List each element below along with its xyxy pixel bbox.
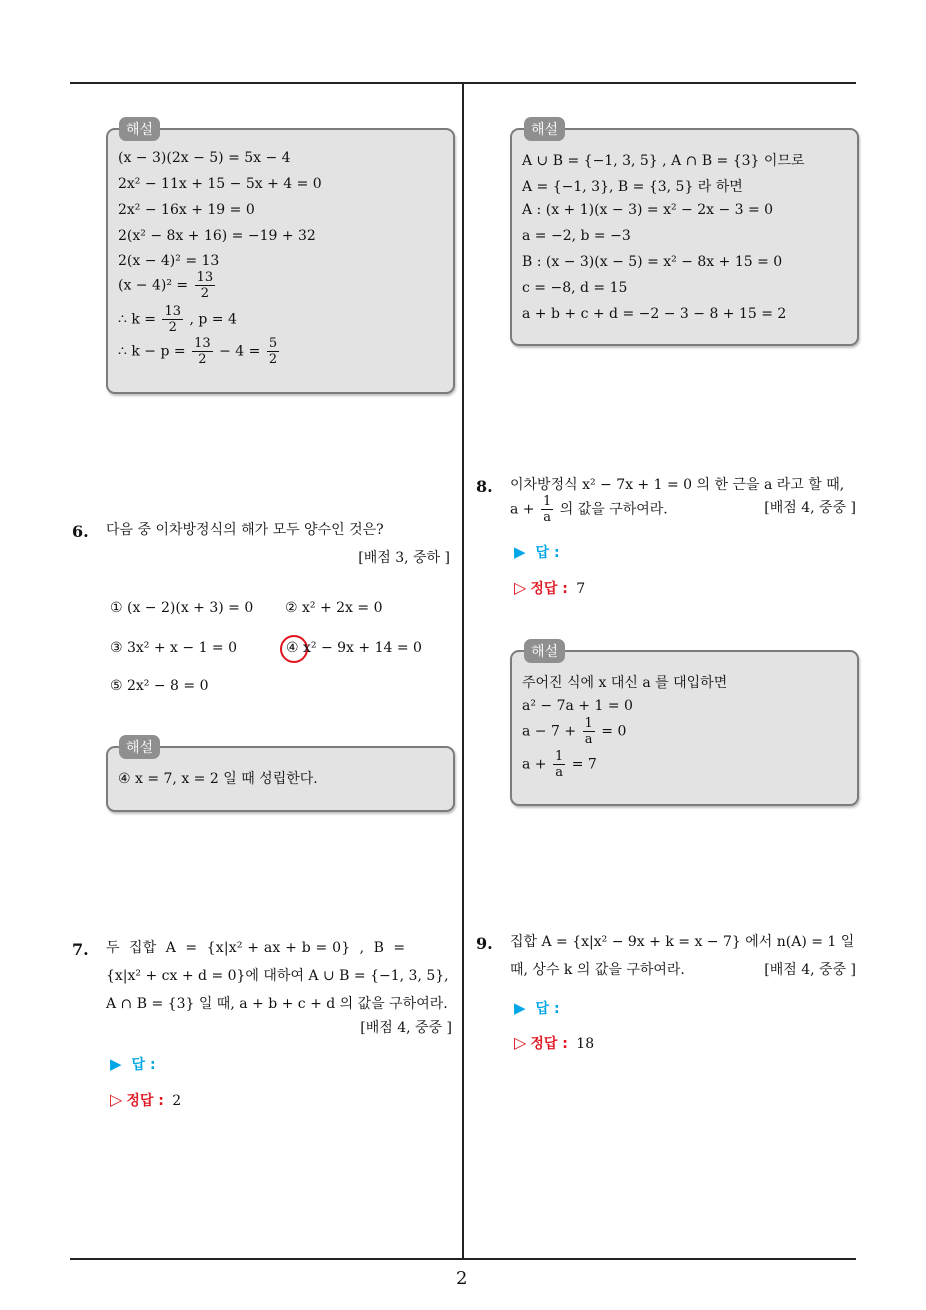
q8-sol-line-2: a² − 7a + 1 = 0 bbox=[522, 698, 633, 714]
q7-sol-line-6: c = −8, d = 15 bbox=[522, 280, 628, 296]
q5-sol-line-7-left: ∴ k = bbox=[118, 311, 157, 328]
q7-score: [배점 4, 중중 ] bbox=[360, 1020, 452, 1036]
q7-correct-row bbox=[110, 1090, 181, 1110]
q9-correct-value: 18 bbox=[576, 1036, 595, 1052]
q7-sol-line-5: B : (x − 3)(x − 5) = x² − 8x + 15 = 0 bbox=[522, 254, 783, 270]
q8-line-2 bbox=[510, 494, 668, 525]
q6-score: [배점 3, 중하 ] bbox=[358, 550, 450, 566]
q5-sol-line-5: 2(x − 4)² = 13 bbox=[118, 253, 220, 269]
q8-sol-line-1: 주어진 식에 x 대신 a 를 대입하면 bbox=[522, 675, 728, 691]
answer-marker-icon: ▶ bbox=[110, 1055, 122, 1073]
q5-sol-line-8-left: ∴ k − p = bbox=[118, 343, 186, 360]
q6-text: 다음 중 이차방정식의 해가 모두 양수인 것은? bbox=[106, 522, 384, 538]
column-divider bbox=[462, 84, 464, 1259]
q6-choice-3[interactable]: ③ 3x² + x − 1 = 0 bbox=[110, 640, 238, 656]
fraction-13-over-2: $\frac{13}{2}$ bbox=[164, 304, 182, 335]
q9-correct-row bbox=[514, 1033, 594, 1053]
q5-sol-line-2: 2x² − 11x + 15 − 5x + 4 = 0 bbox=[118, 176, 322, 192]
q9-line-1: 집합 A = {x|x² − 9x + k = x − 7} 에서 n(A) = 1 일 bbox=[510, 934, 855, 950]
q8-correct-value: 7 bbox=[576, 581, 586, 597]
q8-sol-line-4-right: = 7 bbox=[571, 756, 597, 773]
q8-sol-line-3 bbox=[522, 716, 626, 747]
q6-choice-1[interactable]: ① (x − 2)(x + 3) = 0 bbox=[110, 600, 254, 616]
q5-sol-line-1: (x − 3)(2x − 5) = 5x − 4 bbox=[118, 150, 291, 166]
fraction-13-over-2: $\frac{13}{2}$ bbox=[194, 336, 211, 367]
solution-tag: 해설 bbox=[119, 735, 160, 759]
q5-sol-line-6 bbox=[118, 270, 217, 301]
q7-sol-line-3: A : (x + 1)(x − 3) = x² − 2x − 3 = 0 bbox=[522, 202, 774, 218]
q7-sol-line-2: A = {−1, 3}, B = {3, 5} 라 하면 bbox=[522, 179, 743, 195]
q6-choice-4[interactable]: ④ x² − 9x + 14 = 0 bbox=[286, 640, 422, 656]
correct-label: 정답 : bbox=[126, 1093, 164, 1109]
q9-number: 9. bbox=[476, 934, 493, 953]
q6-number: 6. bbox=[72, 522, 89, 541]
answer-marker-icon: ▶ bbox=[514, 999, 526, 1017]
fraction-1-over-a: $\frac{1}{a}$ bbox=[584, 716, 593, 747]
q8-sol-line-4 bbox=[522, 749, 597, 780]
q8-line-2-right: 의 값을 구하여라. bbox=[559, 501, 668, 518]
q8-line-1: 이차방정식 x² − 7x + 1 = 0 의 한 근을 a 라고 할 때, bbox=[510, 477, 845, 493]
q6-choice-5[interactable]: ⑤ 2x² − 8 = 0 bbox=[110, 678, 209, 694]
q8-sol-line-4-left: a + bbox=[522, 756, 547, 773]
q8-answer-row[interactable] bbox=[514, 542, 560, 562]
q5-sol-line-8 bbox=[118, 336, 281, 367]
correct-label: 정답 : bbox=[530, 1036, 568, 1052]
solution-tag: 해설 bbox=[524, 639, 565, 663]
correct-marker-icon: ▷ bbox=[514, 578, 527, 597]
q8-line-2-left: a + bbox=[510, 501, 535, 518]
q8-sol-line-3-left: a − 7 + bbox=[522, 723, 577, 740]
q9-line-2: 때, 상수 k 의 값을 구하여라. bbox=[510, 962, 685, 978]
fraction-1-over-a: $\frac{1}{a}$ bbox=[554, 749, 564, 780]
correct-marker-icon: ▷ bbox=[110, 1090, 123, 1109]
q5-sol-line-6-left: (x − 4)² = bbox=[118, 277, 189, 294]
q9-score: [배점 4, 중중 ] bbox=[764, 962, 856, 978]
q7-sol-line-1: A ∪ B = {−1, 3, 5} , A ∩ B = {3} 이므로 bbox=[522, 153, 805, 169]
fraction-1-over-a: $\frac{1}{a}$ bbox=[542, 494, 552, 525]
q7-number: 7. bbox=[72, 940, 89, 959]
q5-sol-line-3: 2x² − 16x + 19 = 0 bbox=[118, 202, 255, 218]
q6-choice-2[interactable]: ② x² + 2x = 0 bbox=[285, 600, 383, 616]
correct-marker-icon: ▷ bbox=[514, 1033, 527, 1052]
answer-marker-icon: ▶ bbox=[514, 543, 526, 561]
q7-sol-line-4: a = −2, b = −3 bbox=[522, 228, 631, 244]
q7-sol-line-7: a + b + c + d = −2 − 3 − 8 + 15 = 2 bbox=[522, 306, 787, 322]
q7-line-1: 두 집합 A = {x|x² + ax + b = 0} , B = bbox=[106, 940, 406, 956]
q7-correct-value: 2 bbox=[172, 1093, 182, 1109]
solution-tag: 해설 bbox=[524, 117, 565, 141]
correct-label: 정답 : bbox=[530, 581, 568, 597]
q9-answer-row[interactable] bbox=[514, 998, 560, 1018]
q5-sol-line-7 bbox=[118, 304, 237, 335]
q6-solution-text: ④ x = 7, x = 2 일 때 성립한다. bbox=[118, 771, 318, 787]
fraction-5-over-2: $\frac{5}{2}$ bbox=[268, 336, 278, 367]
q7-line-2: {x|x² + cx + d = 0}에 대하여 A ∪ B = {−1, 3, 5}, bbox=[106, 968, 449, 984]
q5-sol-line-7-right: , p = 4 bbox=[189, 311, 237, 328]
answer-label: 답 : bbox=[535, 1001, 560, 1017]
q7-line-3: A ∩ B = {3} 일 때, a + b + c + d 의 값을 구하여라. bbox=[106, 996, 448, 1012]
bottom-rule bbox=[70, 1258, 856, 1260]
q8-number: 8. bbox=[476, 477, 493, 496]
page-number: 2 bbox=[456, 1268, 468, 1289]
q5-sol-line-4: 2(x² − 8x + 16) = −19 + 32 bbox=[118, 228, 316, 244]
answer-label: 답 : bbox=[131, 1057, 156, 1073]
fraction-13-over-2: $\frac{13}{2}$ bbox=[196, 270, 214, 301]
q8-sol-line-3-right: = 0 bbox=[601, 723, 627, 740]
q8-correct-row bbox=[514, 578, 585, 598]
q7-answer-row[interactable] bbox=[110, 1054, 156, 1074]
solution-tag: 해설 bbox=[119, 117, 160, 141]
q5-sol-line-8-mid: − 4 = bbox=[219, 343, 261, 360]
answer-label: 답 : bbox=[535, 545, 560, 561]
q8-score: [배점 4, 중중 ] bbox=[764, 500, 856, 516]
